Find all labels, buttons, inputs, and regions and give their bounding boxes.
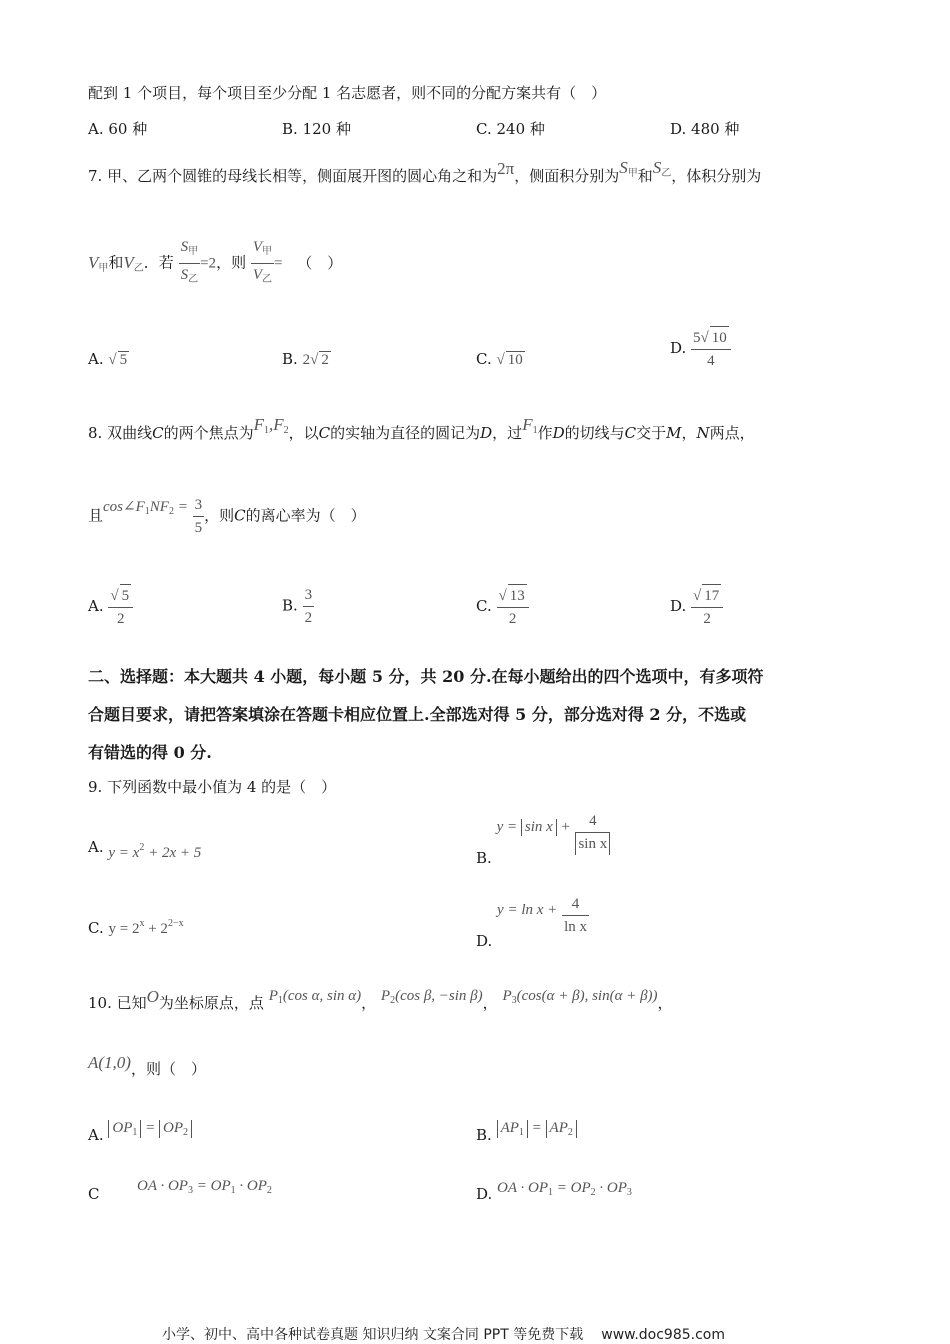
q10-stem-line2: A(1,0)，则（ ） xyxy=(88,1053,206,1078)
q10-option-b: B. $AP_1 = AP_2$ xyxy=(476,1118,577,1138)
q7-option-b: B. 2√ 2 xyxy=(282,350,329,368)
q6-option-a: A. 60 种 xyxy=(88,120,148,138)
q8-option-a: A. $\frac{√ 5}{2}$ xyxy=(88,584,133,630)
section2-heading-line1: 二、选择题：本大题共 4 小题，每小题 5 分，共 20 分.在每小题给出的四个选项中，有多项符 xyxy=(88,667,764,686)
q7-option-a: A. √ 5 xyxy=(88,350,128,368)
q9-option-d: D. y = ln x + $\frac{4}{\text{ln x}}$ xyxy=(476,893,589,938)
q7-stem-line1: 7. 甲、乙两个圆锥的母线长相等，侧面展开图的圆心角之和为2π，侧面积分别为$S_甲$和$S_乙$，体积分别为 xyxy=(88,158,762,185)
footer-url[interactable]: www.doc985.com xyxy=(601,1327,725,1343)
q8-option-b: B. $\frac{3}{2}$ xyxy=(282,584,314,629)
q9-option-a: A. $y = x^2 + 2x + 5$ xyxy=(88,838,202,861)
q8-option-c: C. $\frac{√ 13}{2}$ xyxy=(476,584,529,630)
q7-option-d: D. $\frac{5√ 10}{4}$ xyxy=(670,326,731,372)
q10-option-c: C xyxy=(88,1185,100,1203)
q6-option-b: B. 120 种 xyxy=(282,120,351,138)
q10-option-c-expr: OA · $OP_3 = OP_1 \cdot OP_2$ xyxy=(137,1178,272,1196)
q10-option-d: D. OA · $OP_1 = OP_2 \cdot OP_3$ xyxy=(476,1180,632,1203)
q6-stem-continuation: 配到 1 个项目，每个项目至少分配 1 名志愿者，则不同的分配方案共有（ ） xyxy=(88,84,607,102)
q7-area-ratio: $\frac{S_甲}{S_乙}$ xyxy=(179,236,201,291)
q7-volume-ratio: $\frac{V_甲}{V_乙}$ xyxy=(251,236,274,291)
section2-heading-line2: 合题目要求，请把答案填涂在答题卡相应位置上.全部选对得 5 分，部分选对得 2 分，不选或 xyxy=(88,705,747,724)
q6-option-c: C. 240 种 xyxy=(476,120,545,138)
q7-option-c: C. √ 10 xyxy=(476,350,523,368)
q7-stem-line2: $V_甲$和$V_乙$．若 $\frac{S_甲}{S_乙}$ =2，则 $\frac{V_甲}{V_乙}$ = （ ） xyxy=(88,236,342,291)
q8-option-d: D. $\frac{√ 17}{2}$ xyxy=(670,584,723,630)
q10-stem-line1: 10. 已知O为坐标原点，点 $P_1(\cos$ α, sin α)， $P_2(\cos$ β, −sin β)， $P_3(\cos(\alpha + \beta)$, sin(α + β))， xyxy=(88,987,673,1012)
q9-option-c: C. $y = 2^x + 2^{2-x}$ xyxy=(88,918,184,937)
q9-option-b: B. y = sin x + $\frac{4}{\text{sin x}}$ xyxy=(476,810,610,855)
q8-stem-line1: 8. 双曲线C的两个焦点为$F_1,F_2$，以C的实轴为直径的圆记为D，过$F_1$作D的切线与C交于M，N两点， xyxy=(88,415,755,442)
footer-text: 小学、初中、高中各种试卷真题 知识归纳 文案合同 PPT 等免费下载 www.doc985.com xyxy=(162,1327,725,1343)
q8-stem-line2: 且$\cos\angle F_1NF_2$ = $\frac{3}{5}$ ，则C的离心率为（ ） xyxy=(88,494,366,539)
section2-heading-line3: 有错选的得 0 分. xyxy=(88,743,212,762)
q10-option-a: A. $OP_1 = OP_2$ xyxy=(88,1118,192,1138)
q6-option-d: D. 480 种 xyxy=(670,120,740,138)
q9-stem: 9. 下列函数中最小值为 4 的是（ ） xyxy=(88,778,337,796)
